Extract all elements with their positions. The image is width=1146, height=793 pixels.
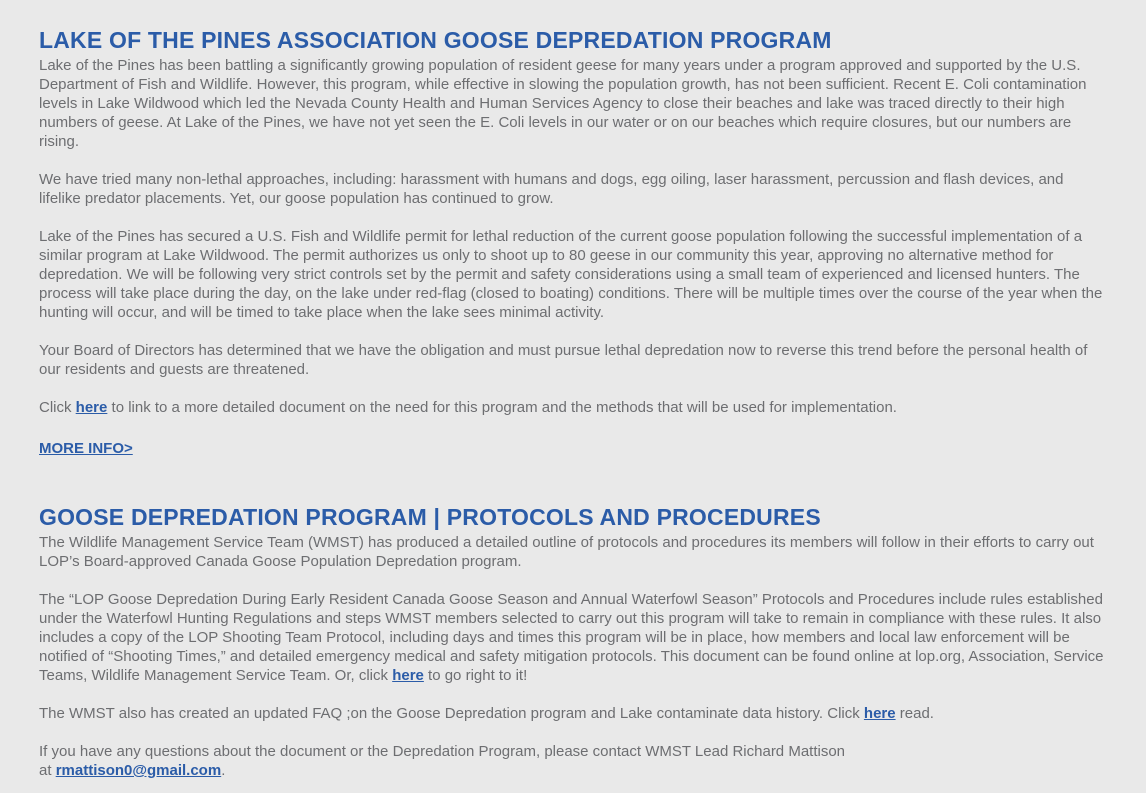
section2-paragraph-2	[39, 590, 1107, 685]
section1-paragraph-3: Lake of the Pines has secured a U.S. Fish and Wildlife permit for lethal reduction of the current goose population following the successful implementation of a similar program at Lake Wildwood. The permit authorizes us only to shoot up to 80 geese in our community this year, approving no alternative method for depredation. We will be following very strict controls set by the permit and safety considerations using a small team of experienced and licensed hunters. The process will take place during the day, on the lake under red-flag (closed to boating) conditions. There will be multiple times over the course of the year when the hunting will occur, and will be timed to take place when the lake sees minimal activity.	[39, 228, 1103, 321]
section-goose-depredation-program	[39, 27, 1107, 458]
contact-line2-pre: at	[39, 762, 56, 779]
section2-paragraph-1: The Wildlife Management Service Team (WMST) has produced a detailed outline of protocols and procedures its members will follow in their efforts to carry out LOP’s Board-approved Canada Goose Population Depredation program.	[39, 534, 1094, 570]
faq-post-text: read.	[895, 705, 934, 722]
click-post-text: to link to a more detailed document on the need for this program and the methods that will be used for implementation.	[107, 399, 897, 416]
protocols-here-link[interactable]: here	[392, 667, 424, 684]
more-info-link[interactable]: MORE INFO>	[39, 440, 133, 457]
detailed-document-here-link[interactable]: here	[75, 399, 108, 416]
section1-paragraph-1: Lake of the Pines has been battling a significantly growing population of resident geese for many years under a program approved and supported by the U.S. Department of Fish and Wildlife. However, this program, while effective in slowing the population growth, has not been sufficient. Recent E. Coli contamination levels in Lake Wildwood which led the Nevada County Health and Human Services Agency to close their beaches and lake was traced directly to their high numbers of geese. At Lake of the Pines, we have not yet seen the E. Coli levels in our water or on our beaches which require closures, but our numbers are rising.	[39, 57, 1087, 150]
section2-title: GOOSE DEPREDATION PROGRAM | PROTOCOLS AND PROCEDURES	[39, 504, 821, 530]
email-link[interactable]: rmattison0@gmail.com	[55, 762, 222, 779]
contact-paragraph	[39, 742, 1107, 780]
more-info-row	[39, 439, 1107, 458]
section1-paragraph-4: Your Board of Directors has determined that we have the obligation and must pursue lethal depredation now to reverse this trend before the personal health of our residents and guests are threatened.	[39, 342, 1088, 378]
section1-click-here-paragraph	[39, 398, 1107, 417]
faq-pre-text: The WMST also has created an updated FAQ ;on the Goose Depredation program and Lake contaminate data history. Click	[39, 705, 864, 722]
section-protocols-and-procedures	[39, 504, 1107, 780]
contact-post: .	[221, 762, 226, 779]
protocols-pre-text: The “LOP Goose Depredation During Early Resident Canada Goose Season and Annual Waterfowl Season” Protocols and Procedures include rules established under the Waterfowl Hunting Regulations and steps WMST members selected to carry out this program will take to remain in compliance with these rules. It also includes a copy of the LOP Shooting Team Protocol, including days and times this program will be in place, how members and local law enforcement will be notified of “Shooting Times,” and detailed emergency medical and safety mitigation protocols. This document can be found online at lop.org, Association, Service Teams, Wildlife Management Service Team. Or, click	[39, 591, 1104, 684]
section1-paragraph-2: We have tried many non-lethal approaches, including: harassment with humans and dogs, egg oiling, laser harassment, percussion and flash devices, and lifelike predator placements. Yet, our goose population has continued to grow.	[39, 171, 1064, 207]
faq-here-link[interactable]: here	[863, 705, 896, 722]
section1-title: LAKE OF THE PINES ASSOCIATION GOOSE DEPREDATION PROGRAM	[39, 27, 832, 53]
section2-paragraph-3	[39, 704, 1107, 723]
protocols-post-text: to go right to it!	[423, 667, 528, 684]
click-pre-text: Click	[39, 399, 76, 416]
contact-line1: If you have any questions about the document or the Depredation Program, please contact WMST Lead Richard Mattison	[39, 743, 846, 760]
